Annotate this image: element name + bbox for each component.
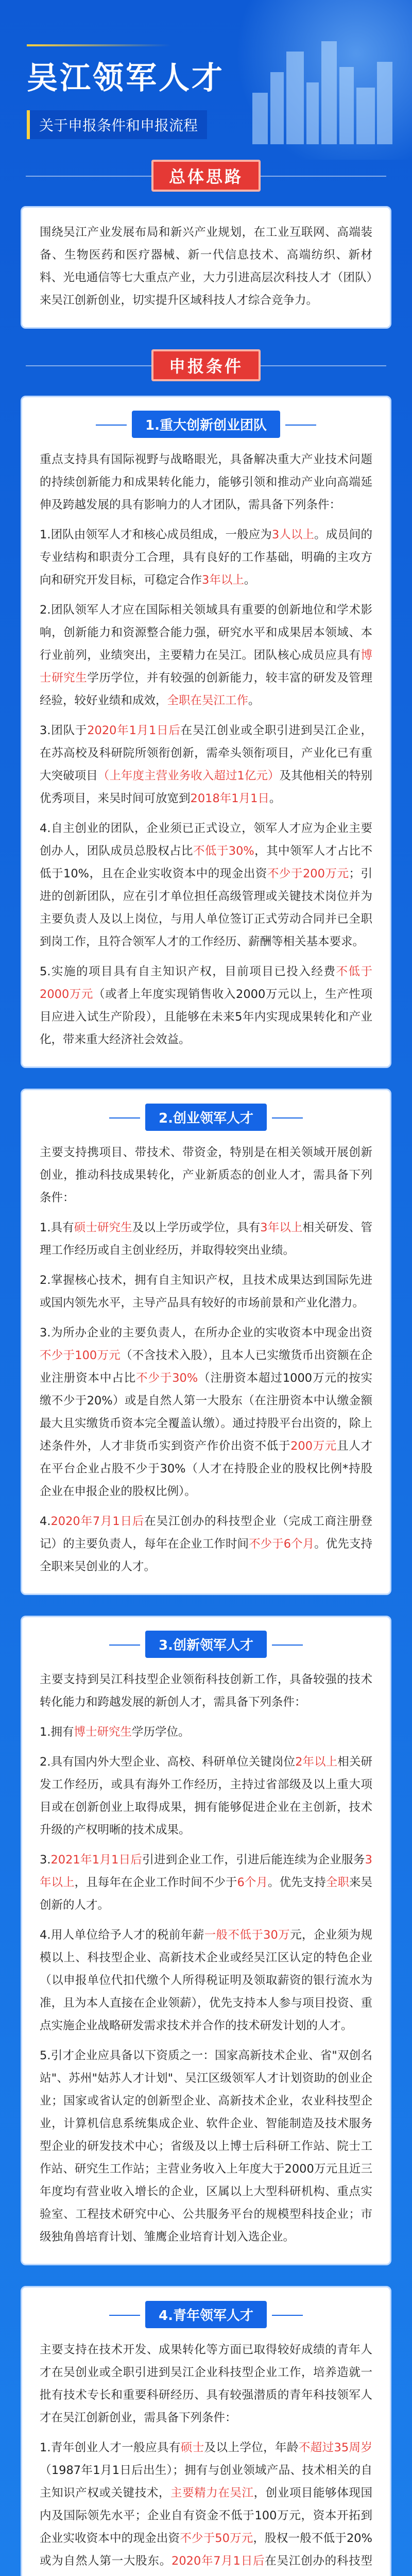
approach-card [21, 206, 391, 329]
card-heading: 3.创新领军人才 [145, 1631, 267, 1658]
section-header-conditions [26, 349, 386, 381]
card-heading: 1.重大创新创业团队 [132, 411, 280, 438]
startup-card [21, 1089, 391, 1595]
card-heading: 2.创业领军人才 [145, 1104, 267, 1131]
innovation-card [21, 1616, 391, 2265]
header [0, 0, 412, 160]
section-title: 总体思路 [151, 160, 261, 192]
card-intro: 重点支持具有国际视野与战略眼光，具备解决重大产业技术问题的持续创新能力和成果转化能力，能够引领和推动产业向高端延伸及跨越发展的具有影响力的人才团队，需具备下列条件： [40, 453, 372, 512]
youth-card [21, 2286, 391, 2576]
card-intro: 主要支持到吴江科技型企业领衔科技创新工作，具备较强的技术转化能力和跨越发展的新创人才，需具备下列条件： [40, 1673, 372, 1709]
card-heading: 4.青年领军人才 [145, 2301, 267, 2328]
condition-item: 4.2020年7月1日后在吴江创办的科技型企业（完成工商注册登记）的主要负责人，每年在企业工作时间不少于6个月。优先支持全职来吴创业的人才。 [40, 1515, 372, 1573]
condition-item: 1.拥有博士研究生学历学位。 [40, 1725, 190, 1739]
condition-item: 1.团队由领军人才和核心成员组成，一般应为3人以上。成员间的专业结构和职责分工合理，具有良好的工作基础，明确的主攻方向和研究开发目标，可稳定合作3年以上。 [40, 528, 372, 587]
condition-item: 4.用人单位给予人才的税前年薪一般不低于30万元，企业须为规模以上、科技型企业、高新技术企业或经吴江区认定的特色企业（以申报单位代扣代缴个人所得税证明及领取薪资的银行流水为准，且为本人直接在企业领薪），优先支持本人参与项目投资、重点实施企业战略研发需求技术并合作的技术研发计划的人才。 [40, 1928, 372, 2032]
card-intro: 主要支持在技术开发、成果转化等方面已取得较好成绩的青年人才在吴创业或全职引进到吴江企业科技型企业工作，培养造就一批有技术专长和重要科研经历、具有较强潜质的青年科技领军人才在吴江创新创业，需具备下列条件： [40, 2343, 372, 2425]
approach-text: 围绕吴江产业发展布局和新兴产业规划，在工业互联网、高端装备、生物医药和医疗器械、新一代信息技术、高端纺织、新材料、光电通信等七大重点产业，大力引进高层次科技人才（团队）来吴江创新创业，切实提升区域科技人才综合竞争力。 [40, 226, 372, 307]
section-title: 申报条件 [151, 349, 261, 381]
condition-item: 2.团队领军人才应在国际相关领域具有重要的创新地位和学术影响，创新能力和资源整合能力强，研究水平和成果居本领域、本行业前列，业绩突出，主要精力在吴江。团队核心成员应具有博士研究生学历学位，并有较强的创新能力，较丰富的研发及管理经验，较好业绩和成效，全职在吴江工作。 [40, 603, 372, 707]
condition-item: 2.具有国内外大型企业、高校、科研单位关键岗位2年以上相关研发工作经历，或具有海外工作经历，主持过省部级及以上重大项目或在创新创业上取得成果，拥有能够促进企业在主创新，技术升级的产权明晰的技术成果。 [40, 1755, 372, 1837]
decorative-line [27, 44, 171, 46]
condition-item: 3.团队于2020年1月1日后在吴江创业或全职引进到吴江企业，在苏高校及科研院所领衔创新，需牵头领衔项目，产业化已有重大突破项目（上年度主营业务收入超过1亿元）及其他相关的特别优秀项目，来吴时间可放宽到2018年1月1日。 [40, 724, 372, 805]
condition-item: 2.掌握核心技术，拥有自主知识产权，且技术成果达到国际先进或国内领先水平，主导产品具有较好的市场前景和产业化潜力。 [40, 1274, 372, 1310]
condition-item: 1.青年创业人才一般应具有硕士及以上学位，年龄不超过35周岁（1987年1月1日后出生）；拥有与创业领域产品、技术相关的自主知识产权或关键技术，主要精力在吴江，创业项目能够体现国内及国际领先水平；企业自有资金不低于100万元，资本开拓到企业实收资本中的现金出资不少于50万元，股权一般不低于20%或为自然人第一大股东。2020年7月1日后在吴江创办的科技型 [40, 2441, 372, 2568]
page-title: 吴江领军人才 [27, 60, 225, 96]
team-card [21, 396, 391, 1068]
page-subtitle: 关于申报条件和申报流程 [27, 110, 207, 139]
condition-item: 5.引才企业应具备以下资质之一：国家高新技术企业、省"双创名站"、苏州"姑苏人才计划"、吴江区级领军人才计划资助的创业企业；国家或省认定的创新型企业、高新技术企业，农业科技型企业，计算机信息系统集成企业、软件企业、智能制造及技术服务型企业的研发技术中心；省级及以上博士后科研工作站、院士工作站、研究生工作站；主营业务收入上年度大于2000万元且近三年度均有营业收入增长的企业，区属以上大型科研机构、重点实验室、工程技术研究中心、公共服务平台的规模型科技企业；市级独角兽培育计划、雏鹰企业培育计划入选企业。 [40, 2049, 372, 2244]
condition-item: 3.为所办企业的主要负责人，在所办企业的实收资本中现金出资不少于100万元（不含技术入股），且本人已实缴货币出资额在企业注册资本中占比不少于30%（注册资本超过1000万元的按实缴不少于20%）或是自然人第一大股东（在注册资本中认缴金额最大且实缴货币资本完全覆盖认缴）。通过持股平台出资的，除上述条件外，人才非货币实到资产作价出资不低于200万元且人才在平台企业占股不少于30%（人才在持股企业的股权比例*持股企业在申报企业的股权比例）。 [40, 1326, 372, 1498]
condition-item: 3.2021年1月1日后引进到企业工作，引进后能连续为企业服务3年以上，且每年在企业工作时间不少于6个月。优先支持全职来吴创新的人才。 [40, 1853, 372, 1912]
condition-item: 5.实施的项目具有自主知识产权，目前项目已投入经费不低于2000万元（或者上年度实现销售收入2000万元以上，生产性项目应进入试生产阶段），且能够在未来5年内实现成果转化和产业化，带来重大经济社会效益。 [40, 965, 372, 1046]
section-header-approach [26, 160, 386, 192]
card-intro: 主要支持携项目、带技术、带资金，特别是在相关领域开展创新创业，推动科技成果转化，产业新质态的创业人才，需具备下列条件： [40, 1146, 372, 1205]
condition-item: 1.具有硕士研究生及以上学历或学位，具有3年以上相关研发、管理工作经历或自主创业经历，并取得较突出业绩。 [40, 1221, 372, 1257]
condition-item: 4.自主创业的团队，企业须已正式设立，领军人才应为企业主要创办人，团队成员总股权占比不低于30%，其中领军人才占比不低于10%，且在企业实收资本中的现金出资不少于200万元；引进的创新团队，应在引才单位担任高级管理或关键技术岗位并为主要负责人及以上岗位，与用人单位签订正式劳动合同并已全职到岗工作，且符合领军人才的工作经历、薪酬等相关基本要求。 [40, 822, 372, 948]
